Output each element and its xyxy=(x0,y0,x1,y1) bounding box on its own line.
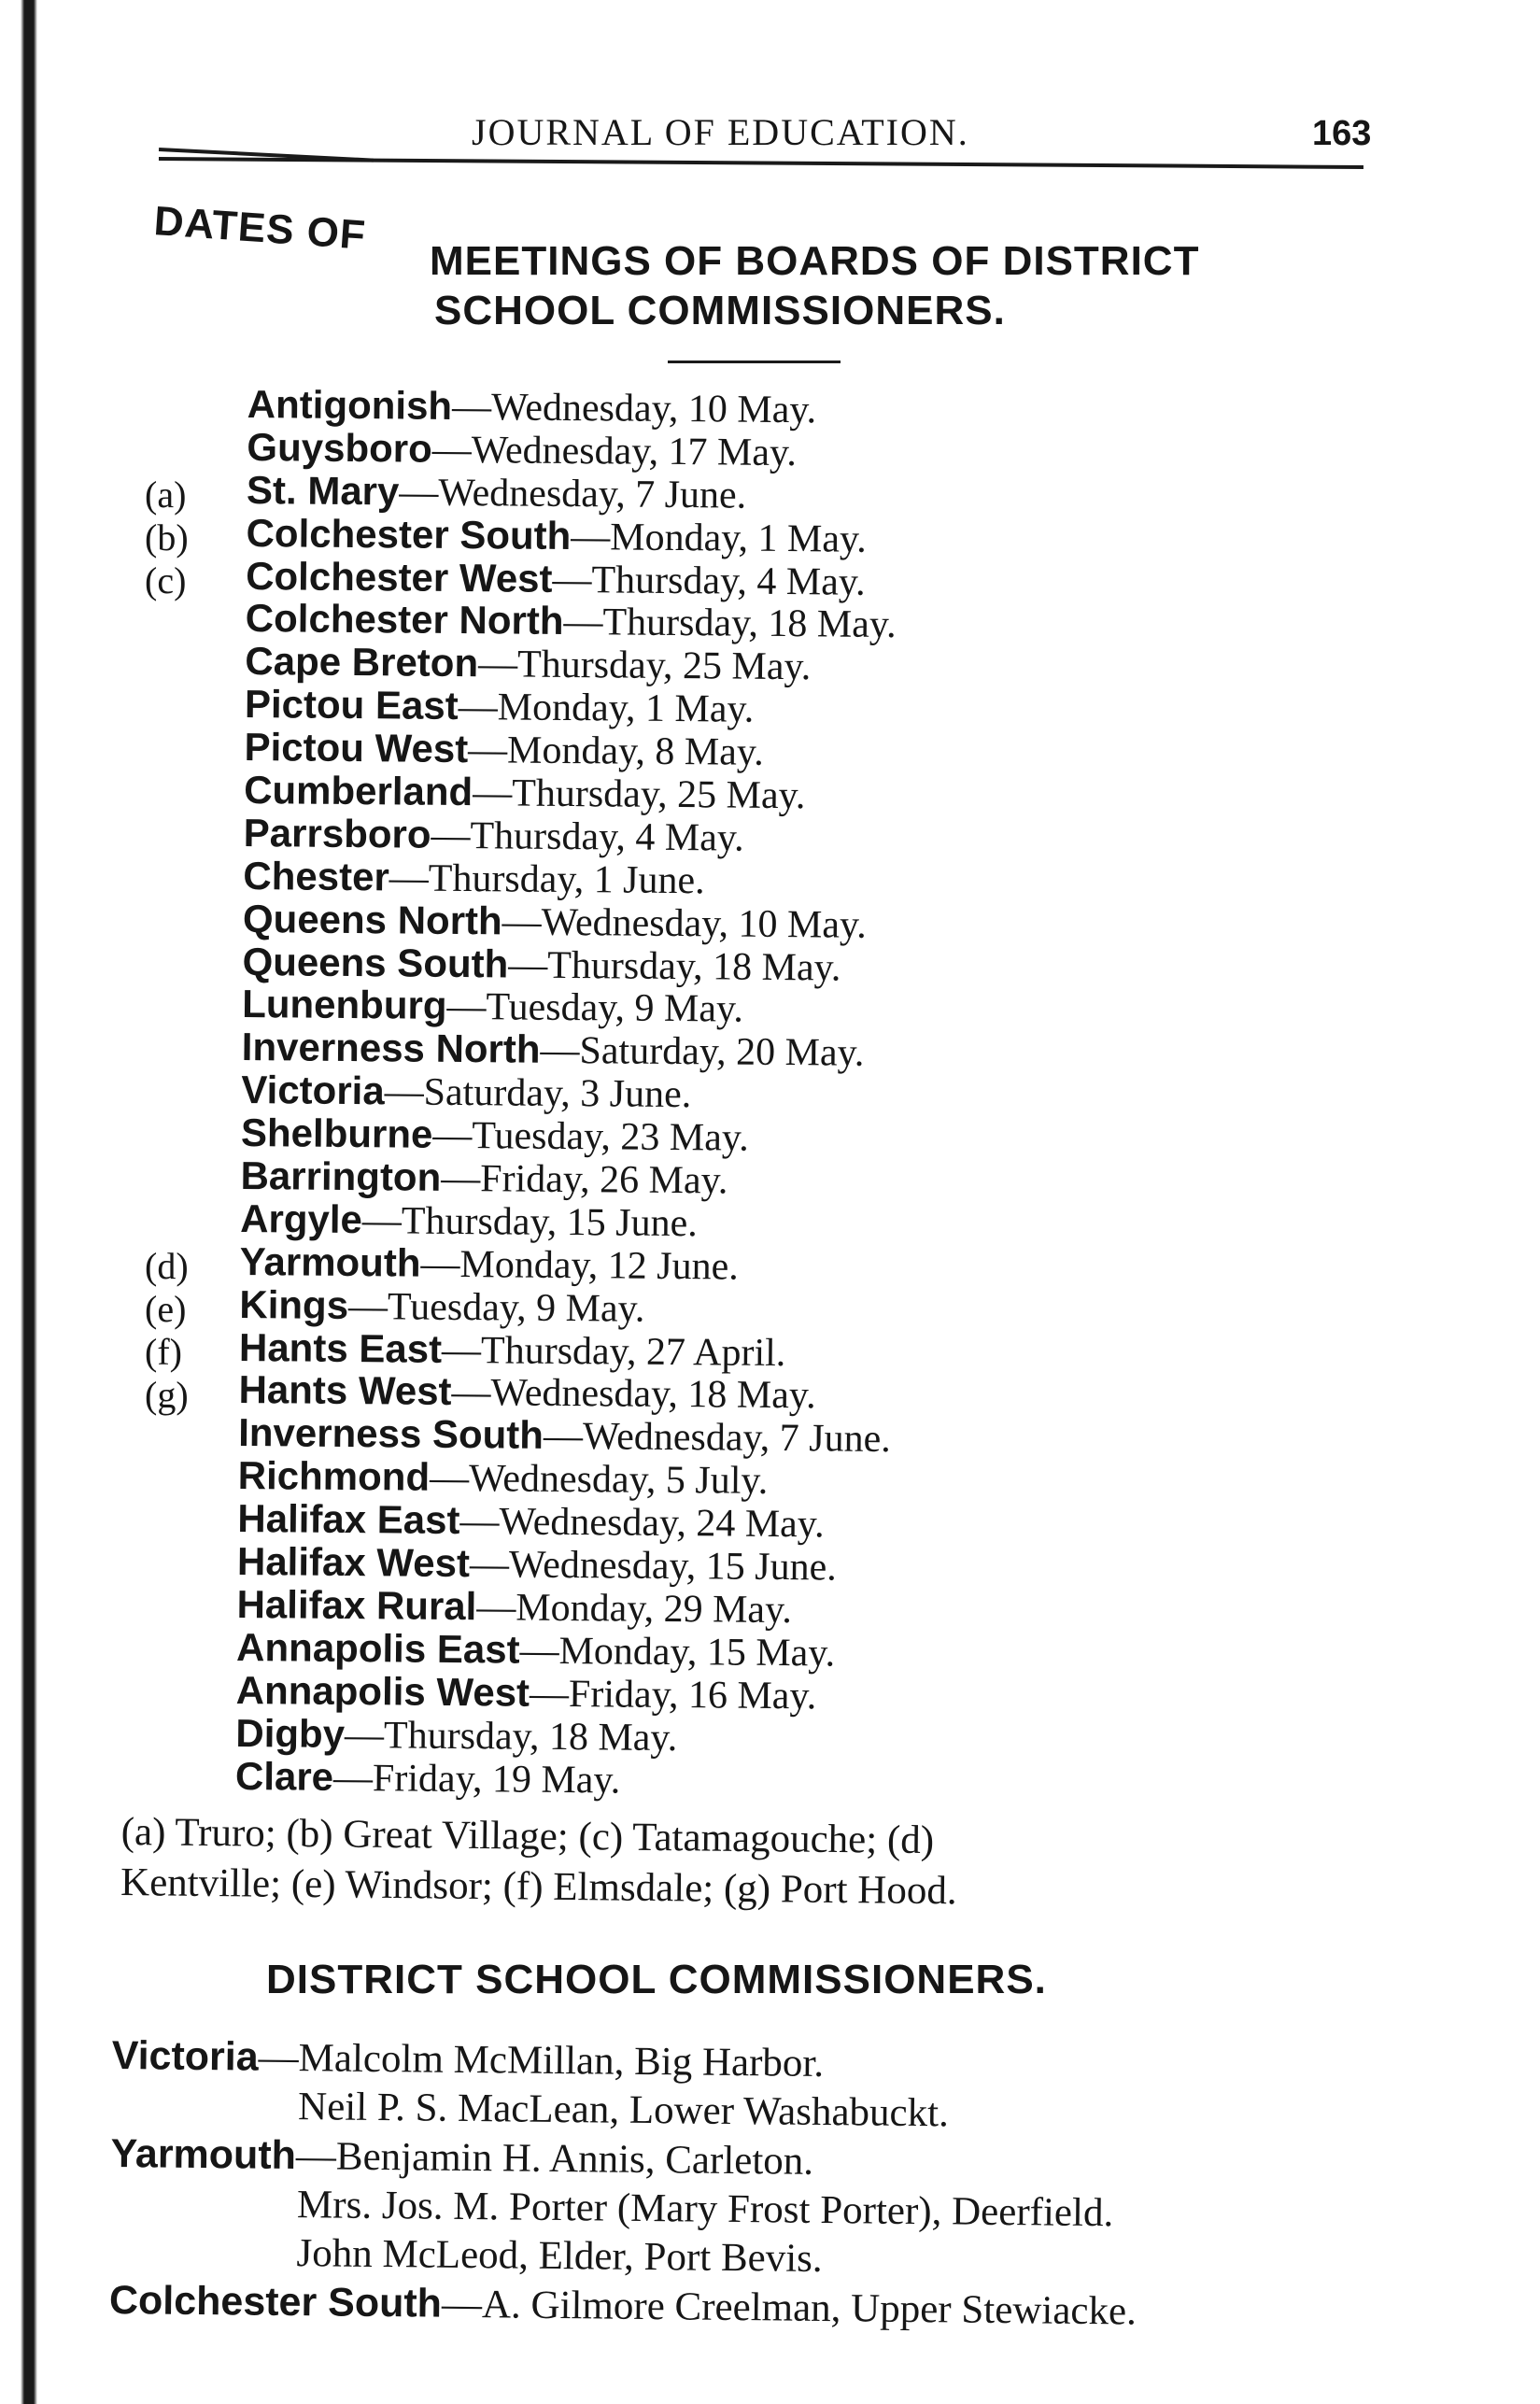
footnote xyxy=(120,1807,958,1916)
meetings-title-start: DATES OF xyxy=(152,198,368,259)
footnote-marker: (g) xyxy=(145,1373,189,1416)
district-name: Hants West xyxy=(238,1367,452,1414)
meeting-date: —Friday, 19 May. xyxy=(332,1756,621,1803)
footnote-marker: (d) xyxy=(145,1245,189,1287)
commissioner-district: Yarmouth xyxy=(110,2130,297,2179)
commissioner-name: Neil P. S. MacLean, Lower Washabuckt. xyxy=(297,2085,950,2136)
meeting-date: —Wednesday, 10 May. xyxy=(451,385,817,432)
commissioner-district: Colchester South xyxy=(108,2277,443,2326)
meeting-date: —Thursday, 15 June. xyxy=(361,1199,698,1246)
footnote-line: (a) Truro; (b) Great Village; (c) Tatamagouche; (d) xyxy=(120,1809,935,1863)
commissioner-name: Mrs. Jos. M. Porter (Mary Frost Porter), Deerfield. xyxy=(296,2183,1114,2236)
meeting-date: —Wednesday, 18 May. xyxy=(451,1371,816,1418)
district-name: Queens North xyxy=(242,896,502,943)
page-binding-edge xyxy=(0,0,37,2404)
meeting-date: —Thursday, 18 May. xyxy=(344,1713,678,1760)
meeting-date: —Thursday, 4 May. xyxy=(431,813,744,860)
district-name: Colchester North xyxy=(245,596,564,643)
meeting-date: —Tuesday, 9 May. xyxy=(446,985,744,1032)
district-name: Inverness South xyxy=(237,1410,544,1458)
commissioners-title: DISTRICT SCHOOL COMMISSIONERS. xyxy=(266,1957,1047,2002)
district-name: Colchester South xyxy=(246,510,572,558)
meeting-list xyxy=(235,383,1462,1808)
district-name: Victoria xyxy=(241,1068,385,1113)
district-name: Annapolis East xyxy=(235,1624,520,1672)
meeting-date: —Monday, 1 May. xyxy=(571,515,868,561)
commissioner-group xyxy=(111,2031,1420,2143)
district-name: Argyle xyxy=(239,1195,363,1242)
footnote-line: Kentville; (e) Windsor; (f) Elmsdale; (g) Port Hood. xyxy=(120,1860,957,1914)
district-name: Cape Breton xyxy=(245,639,479,686)
commissioner-name: —Malcolm McMillan, Big Harbor. xyxy=(258,2035,825,2086)
district-name: Richmond xyxy=(237,1453,431,1500)
district-name: Yarmouth xyxy=(239,1238,421,1285)
meeting-date: —Wednesday, 7 June. xyxy=(399,471,747,517)
meeting-date: —Thursday, 18 May. xyxy=(563,601,897,647)
commissioner-group xyxy=(109,2129,1419,2290)
district-name: Inverness North xyxy=(241,1025,541,1072)
meeting-date: —Friday, 26 May. xyxy=(441,1156,728,1203)
meeting-date: —Wednesday, 7 June. xyxy=(543,1415,891,1462)
meeting-date: —Saturday, 20 May. xyxy=(540,1029,865,1076)
district-name: Annapolis West xyxy=(235,1667,530,1715)
district-name: Guysboro xyxy=(247,424,432,471)
footnote-marker: (c) xyxy=(145,559,187,601)
meeting-date: —Wednesday, 5 July. xyxy=(429,1457,769,1504)
title-divider xyxy=(668,361,841,363)
meetings-title-line1: MEETINGS OF BOARDS OF DISTRICT xyxy=(430,238,1200,284)
meeting-date: —Friday, 16 May. xyxy=(529,1672,817,1718)
district-name: Pictou West xyxy=(244,725,469,771)
meeting-date: —Thursday, 4 May. xyxy=(552,558,866,604)
meeting-date: —Thursday, 25 May. xyxy=(477,643,812,689)
district-name: Halifax West xyxy=(236,1538,471,1586)
district-name: Barrington xyxy=(240,1153,442,1199)
district-name: Kings xyxy=(239,1281,349,1327)
district-name: St. Mary xyxy=(246,467,400,514)
footnote-marker: (e) xyxy=(145,1287,187,1330)
district-name: Pictou East xyxy=(244,682,459,728)
district-name: Digby xyxy=(235,1710,346,1756)
page-number: 163 xyxy=(1312,114,1372,153)
district-name: Clare xyxy=(234,1753,334,1799)
meeting-date: —Tuesday, 9 May. xyxy=(347,1284,645,1331)
district-name: Parrsboro xyxy=(243,810,431,856)
meeting-date: —Monday, 29 May. xyxy=(476,1586,793,1633)
meeting-date: —Monday, 8 May. xyxy=(467,728,764,774)
commissioner-district: Victoria xyxy=(111,2033,259,2080)
district-name: Chester xyxy=(243,853,390,899)
meeting-date: —Wednesday, 24 May. xyxy=(459,1500,825,1547)
footnote-marker: (b) xyxy=(145,516,189,559)
meeting-date: —Saturday, 3 June. xyxy=(384,1070,692,1117)
footnote-marker: (f) xyxy=(145,1330,182,1373)
meeting-date: —Tuesday, 23 May. xyxy=(432,1113,749,1160)
commissioner-list xyxy=(109,2031,1420,2340)
footnote-marker: (a) xyxy=(145,473,187,516)
commissioner-name: John McLeod, Elder, Port Bevis. xyxy=(296,2231,823,2281)
meeting-date: —Thursday, 27 April. xyxy=(441,1328,786,1375)
meeting-date: —Monday, 1 May. xyxy=(458,686,755,731)
district-name: Hants East xyxy=(238,1324,443,1371)
district-name: Shelburne xyxy=(240,1110,433,1156)
running-title: JOURNAL OF EDUCATION. xyxy=(472,111,969,153)
district-name: Antigonish xyxy=(247,382,453,428)
meeting-date: —Wednesday, 15 June. xyxy=(469,1543,837,1590)
commissioner-name: —Benjamin H. Annis, Carleton. xyxy=(295,2134,814,2184)
district-name: Halifax East xyxy=(237,1496,460,1543)
commissioner-name: —A. Gilmore Creelman, Upper Stewiacke. xyxy=(441,2282,1137,2334)
meeting-date: —Wednesday, 10 May. xyxy=(502,900,867,947)
meeting-date: —Thursday, 18 May. xyxy=(508,943,841,990)
district-name: Lunenburg xyxy=(241,982,447,1028)
meeting-date: —Monday, 12 June. xyxy=(420,1242,739,1289)
district-name: Cumberland xyxy=(243,767,473,814)
meeting-date: —Thursday, 1 June. xyxy=(389,856,705,903)
header-rule xyxy=(159,157,1363,169)
meeting-date: —Monday, 15 May. xyxy=(519,1629,836,1676)
district-name: Halifax Rural xyxy=(236,1581,477,1629)
meetings-title-line2: SCHOOL COMMISSIONERS. xyxy=(434,288,1006,333)
meeting-date: —Thursday, 25 May. xyxy=(473,771,806,818)
district-name: Colchester West xyxy=(245,553,553,601)
district-name: Queens South xyxy=(242,939,509,986)
meeting-date: —Wednesday, 17 May. xyxy=(431,428,798,475)
